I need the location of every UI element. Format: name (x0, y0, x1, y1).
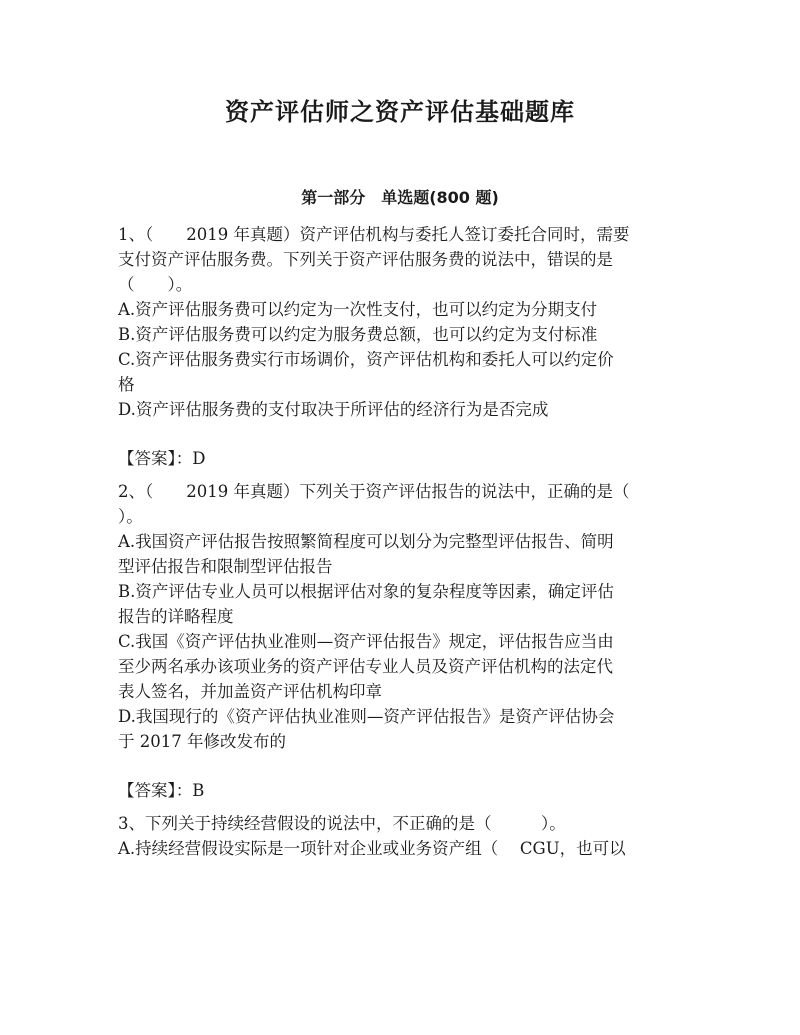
option-b-line: 报告的详略程度 (118, 607, 234, 626)
answer-label: 【答案】：D (118, 449, 206, 468)
question-list (118, 222, 678, 861)
option-a-line: A.持续经营假设实际是一项针对企业或业务资产组（ CGU，也可以 (118, 839, 626, 858)
option-a-line: A.我国资产评估报告按照繁简程度可以划分为完整型评估报告、简明 (118, 532, 614, 551)
option-d-line: 于 2017 年修改发布的 (118, 732, 286, 751)
question-1 (118, 222, 678, 479)
option-c-line: 表人签名，并加盖资产评估机构印章 (118, 682, 382, 701)
section-title: 第一部分 单选题(800 题) (301, 188, 499, 207)
question-stem-line: ）。 (118, 507, 143, 526)
document-title: 资产评估师之资产评估基础题库 (225, 97, 575, 126)
question-stem-line: 1、（ 2019 年真题）资产评估机构与委托人签订委托合同时，需要 (118, 225, 630, 244)
question-stem-line: 3、下列关于持续经营假设的说法中，不正确的是（ ）。 (118, 814, 566, 833)
option-c-line: C.我国《资产评估执业准则—资产评估报告》规定，评估报告应当由 (118, 632, 614, 651)
option-b-line: B.资产评估服务费可以约定为服务费总额，也可以约定为支付标准 (118, 325, 598, 344)
question-2 (118, 479, 678, 811)
option-c-line: 至少两名承办该项业务的资产评估专业人员及资产评估机构的法定代 (118, 657, 613, 676)
option-a-line: 型评估报告和限制型评估报告 (118, 557, 333, 576)
answer-label: 【答案】：B (118, 781, 205, 800)
option-b-line: B.资产评估专业人员可以根据评估对象的复杂程度等因素，确定评估 (118, 582, 614, 601)
option-a-line: A.资产评估服务费可以约定为一次性支付，也可以约定为分期支付 (118, 300, 598, 319)
option-d-line: D.我国现行的《资产评估执业准则—资产评估报告》是资产评估协会 (118, 707, 615, 726)
option-d-line: D.资产评估服务费的支付取决于所评估的经济行为是否完成 (118, 400, 549, 419)
question-stem-line: （ ）。 (118, 275, 193, 294)
option-c-line: 格 (118, 375, 135, 394)
question-stem-line: 2、（ 2019 年真题）下列关于资产评估报告的说法中，正确的是（ (118, 482, 630, 501)
option-c-line: C.资产评估服务费实行市场调价，资产评估机构和委托人可以约定价 (118, 350, 614, 369)
question-3 (118, 811, 678, 861)
question-stem-line: 支付资产评估服务费。下列关于资产评估服务费的说法中，错误的是 (118, 250, 613, 269)
